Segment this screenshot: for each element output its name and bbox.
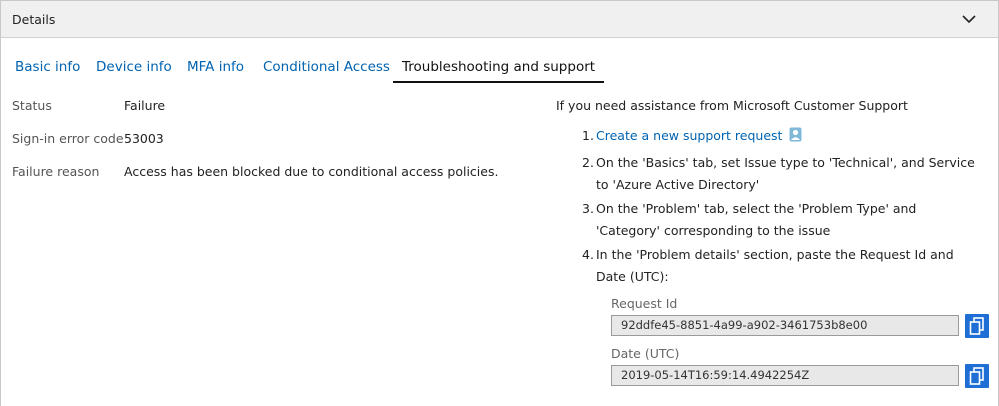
request-id-field[interactable]: 92ddfe45-8851-4a99-a902-3461753b8e00: [611, 315, 959, 336]
tab-troubleshooting-and-support[interactable]: Troubleshooting and support: [393, 53, 604, 83]
step-text: On the 'Problem' tab, select the 'Problem Type' and 'Category' corresponding to the issue: [596, 201, 917, 238]
failure-reason-value: Access has been blocked due to conditional access policies.: [124, 164, 499, 179]
copy-date-utc-button[interactable]: [965, 364, 989, 388]
date-utc-field[interactable]: 2019-05-14T16:59:14.4942254Z: [611, 365, 959, 386]
tab-mfa-info[interactable]: MFA info: [187, 59, 245, 75]
step-number: 3.: [582, 201, 594, 216]
date-utc-label: Date (UTC): [611, 346, 680, 361]
status-label: Status: [12, 98, 52, 113]
support-step: [582, 244, 974, 288]
support-person-icon: [789, 127, 802, 142]
step-number: 4.: [582, 247, 594, 262]
support-step: [582, 125, 974, 147]
support-step: [582, 152, 974, 196]
copy-icon: [965, 364, 989, 388]
status-value: Failure: [124, 98, 166, 113]
sign-in-error-code-label: Sign-in error code: [12, 131, 124, 146]
support-step: [582, 198, 974, 242]
support-heading: If you need assistance from Microsoft Customer Support: [556, 98, 908, 113]
sign-in-error-code-value: 53003: [124, 131, 164, 146]
tab-device-info[interactable]: Device info: [96, 59, 172, 75]
details-title: Details: [12, 12, 56, 27]
request-id-label: Request Id: [611, 296, 678, 311]
details-header[interactable]: [1, 1, 998, 38]
chevron-down-icon[interactable]: [960, 10, 978, 28]
step-text: On the 'Basics' tab, set Issue type to 'Technical', and Service to 'Azure Active Directory': [596, 155, 975, 192]
failure-reason-label: Failure reason: [12, 164, 100, 179]
tab-conditional-access[interactable]: Conditional Access: [263, 59, 390, 75]
tab-basic-info[interactable]: Basic info: [15, 59, 81, 75]
tab-bar: [1, 53, 998, 83]
copy-icon: [965, 314, 989, 338]
create-support-request-link[interactable]: Create a new support request: [596, 128, 783, 143]
copy-request-id-button[interactable]: [965, 314, 989, 338]
step-number: 1.: [582, 128, 594, 143]
step-number: 2.: [582, 155, 594, 170]
step-text: [596, 125, 976, 147]
step-text: In the 'Problem details' section, paste the Request Id and Date (UTC):: [596, 247, 954, 284]
